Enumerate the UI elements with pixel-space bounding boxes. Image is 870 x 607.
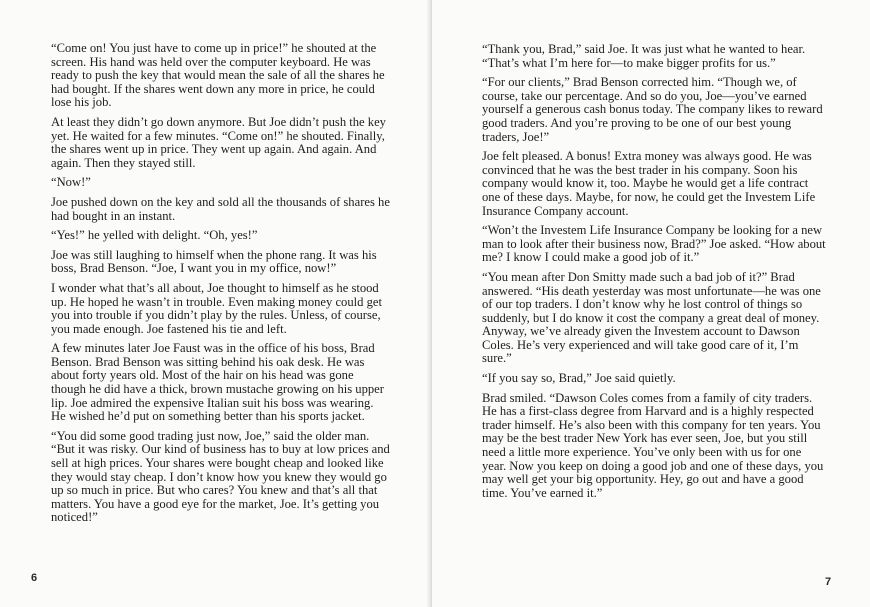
- paragraph: I wonder what that’s all about, Joe thought to himself as he stood up. He hoped he wasn’t in trouble. Even making money could get you into trouble if you didn’t play by the rules. Unless, of course, you made enough. Joe fastened his tie and left.: [51, 280, 382, 336]
- left-page-text: [51, 42, 391, 531]
- paragraph: “You did some good trading just now, Joe,” said the older man. “But it was risky. Our kind of business has to buy at low prices and sell at high prices. Your shares were bought cheap and looked like they would stay cheap. I don’t know how you knew they would go up so much in price. But who cares? You knew and that’s all that matters. You have a good eye for the market, Joe. It’s getting you noticed!”: [51, 428, 390, 525]
- paragraph: Joe was still laughing to himself when the phone rang. It was his boss, Brad Benson. “Joe, I want you in my office, now!”: [51, 247, 377, 276]
- paragraph: “You mean after Don Smitty made such a bad job of it?” Brad answered. “His death yesterday was most unfortunate—he was one of our top traders. I don’t know why he lost control of things so suddenly, but I do know it cost the company a great deal of money. Anyway, we’ve already given the Investem account to Dawson Coles. He’s very experienced and will take good care of it, I’m sure.”: [482, 269, 821, 366]
- right-page-text: [482, 43, 826, 506]
- paragraph: “If you say so, Brad,” Joe said quietly.: [482, 371, 676, 386]
- paragraph: “Now!”: [51, 175, 91, 190]
- paragraph: Joe felt pleased. A bonus! Extra money was always good. He was convinced that he was the best trader in his company. Soon his company would know it, too. Maybe he would get a life contract one of these days. Maybe, for now, he could get the Investem Life Insurance Company account.: [482, 149, 816, 218]
- right-page: [432, 0, 870, 607]
- paragraph: At least they didn’t go down anymore. But Joe didn’t push the key yet. He waited for a few minutes. “Come on!” he shouted. Finally, the shares went up in price. They went up again. And again. And again. Then they stayed still.: [51, 114, 386, 170]
- paragraph: Joe pushed down on the key and sold all the thousands of shares he had bought in an instant.: [51, 194, 390, 223]
- page-number-left: 6: [31, 572, 38, 584]
- page-number-right: 7: [825, 576, 832, 588]
- paragraph: “Won’t the Investem Life Insurance Company be looking for a new man to look after their business now, Brad?” Joe asked. “How about me? I know I could make a good job of it.”: [482, 223, 826, 265]
- paragraph: Brad smiled. “Dawson Coles comes from a family of city traders. He has a first-class degree from Harvard and is a highly respected trader himself. He’s also been with this company for ten years. You may be the best trader New York has ever seen, Joe, but you still need a little more experience. You’ve only been with us for one year. Now you keep on doing a good job and one of these days, you may well get your big opportunity. Hey, go out and have a good time. You’ve earned it.”: [482, 390, 824, 500]
- paragraph: “Yes!” he yelled with delight. “Oh, yes!”: [51, 228, 258, 243]
- paragraph: “Come on! You just have to come up in price!” he shouted at the screen. His hand was held over the computer keyboard. He was ready to push the key that would mean the sale of all the shares he had bought. If the shares went down any more in price, he could lose his job.: [51, 41, 385, 110]
- paragraph: “For our clients,” Brad Benson corrected him. “Though we, of course, take our percentage. And so do you, Joe—you’ve earned yourself a generous cash bonus today. The company likes to reward good traders. And you’re proving to be one of our best young traders, Joe!”: [482, 75, 823, 144]
- left-page: [0, 0, 430, 607]
- paragraph: A few minutes later Joe Faust was in the office of his boss, Brad Benson. Brad Benson was sitting behind his oak desk. He was about forty years old. Most of the hair on his head was gone though he did have a thick, brown mustache growing on his upper lip. Joe admired the expensive Italian suit his boss was wearing. He wished he’d put on something better than his sports jacket.: [51, 341, 384, 424]
- paragraph: “Thank you, Brad,” said Joe. It was just what he wanted to hear. “That’s what I’m here for—to make bigger profits for us.”: [482, 42, 806, 70]
